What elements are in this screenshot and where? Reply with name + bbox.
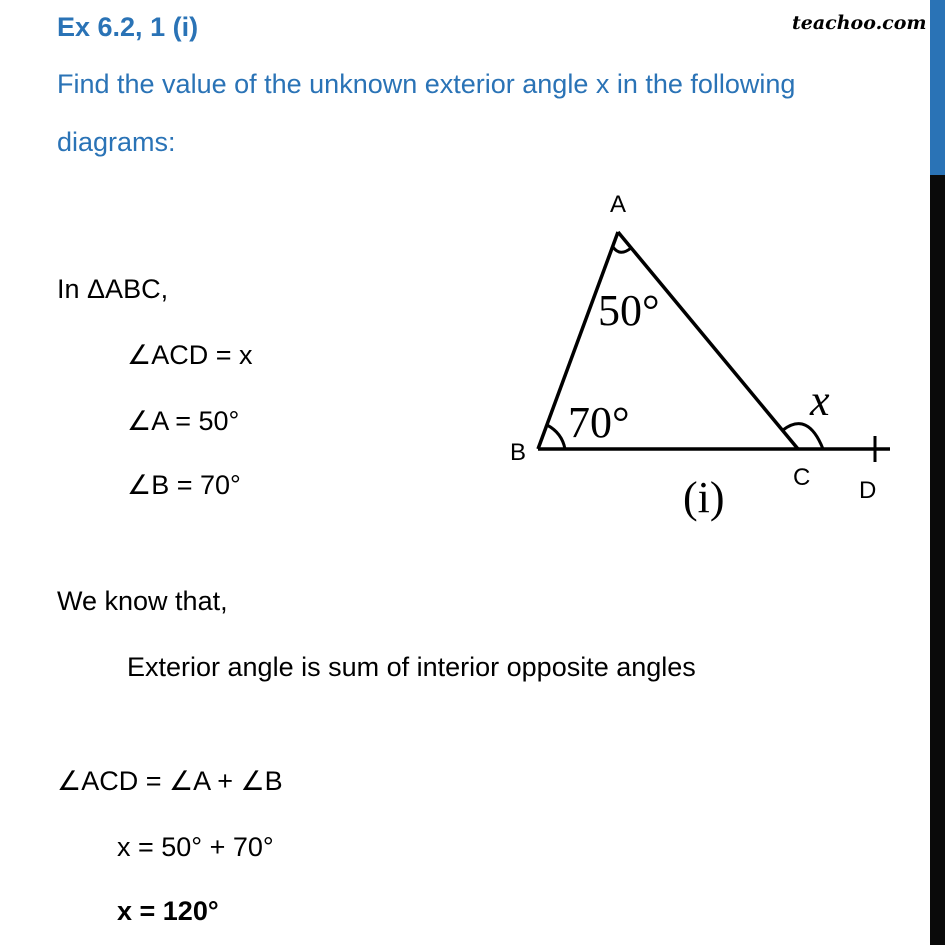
triangle-diagram [490, 185, 910, 530]
angle-a-arc [613, 247, 631, 252]
vertex-c-label: C [793, 464, 811, 491]
exterior-angle-x: x [810, 376, 830, 425]
teachoo-logo: teachoo.com [792, 12, 927, 34]
angle-b-value: 70° [568, 398, 630, 447]
side-ac [618, 232, 798, 449]
solution-intro: In ΔABC, [57, 274, 169, 304]
given-angle-a: ∠A = 50° [127, 406, 240, 436]
given-angle-acd: ∠ACD = x [127, 340, 253, 370]
angle-a-value: 50° [598, 286, 660, 335]
vertex-b-label: B [510, 439, 527, 466]
point-d-label: D [859, 477, 877, 504]
scrollbar-thumb[interactable] [930, 0, 945, 175]
vertex-a-label: A [610, 191, 627, 218]
diagram-caption: (i) [683, 473, 725, 522]
final-answer: x = 120° [117, 896, 219, 926]
given-angle-b: ∠B = 70° [127, 470, 241, 500]
exercise-title: Ex 6.2, 1 (i) [57, 12, 199, 42]
angle-b-arc [547, 425, 565, 449]
question-text-line-1: Find the value of the unknown exterior angle x in the following [57, 69, 796, 99]
equation-line: ∠ACD = ∠A + ∠B [57, 766, 283, 796]
question-text-line-2: diagrams: [57, 127, 176, 157]
exterior-angle-property: Exterior angle is sum of interior opposite angles [127, 652, 696, 682]
we-know-text: We know that, [57, 586, 228, 616]
substitution-line: x = 50° + 70° [117, 832, 274, 862]
